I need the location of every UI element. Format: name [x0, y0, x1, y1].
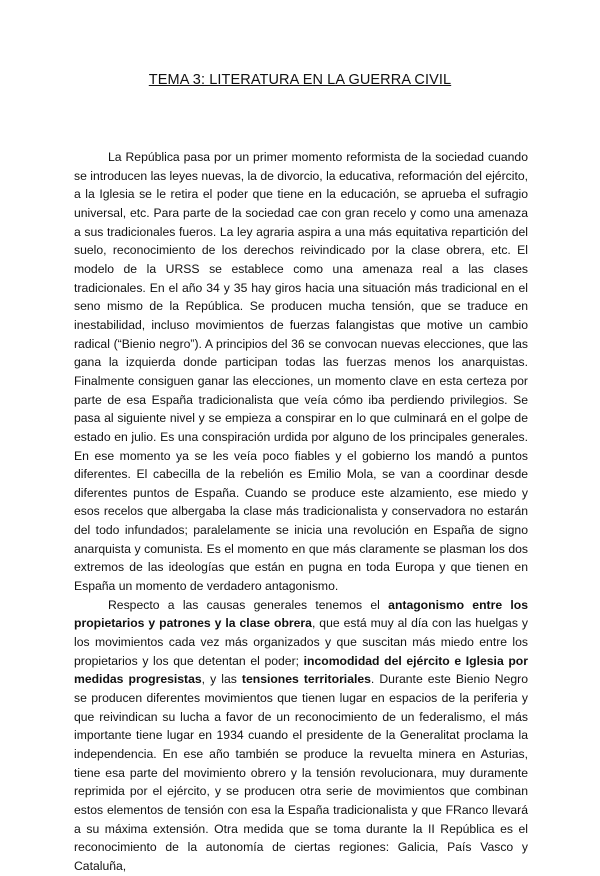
paragraph-2 — [74, 596, 528, 876]
paragraph-2-text-4: . Durante este Bienio Negro se producen diferentes movimientos que tienen lugar en espacios de la periferia y que reivindican su lucha a favor de un reconocimiento de un federalismo, el más importante tiene lugar en 1934 cuando el presidente de la Generalitat proclama la independencia. En ese año también se produce la revuelta minera en Asturias, tiene esa parte del movimiento obrero y la tensión revolucionara, muy duramente reprimida por el ejército, y se producen otra serie de movimientos que combinan estos elementos de tensión con esa la España tradicionalista y que FRanco llevará a su máxima extensión. Otra medida que se toma durante la II República es el reconocimiento de la autonomía de ciertas regiones: Galicia, País Vasco y Cataluña, — [74, 672, 529, 873]
paragraph-2-text-3: , y las — [201, 672, 242, 687]
bold-cause-army-church: incomodidad del ejército e Iglesia por medidas progresistas — [74, 653, 528, 687]
paragraph-2-text-1: Respecto a las causas generales tenemos el — [108, 597, 389, 612]
bold-cause-territorial: tensiones territoriales — [241, 672, 371, 687]
page-title: TEMA 3: LITERATURA EN LA GUERRA CIVIL — [148, 72, 452, 88]
paragraph-1: La República pasa por un primer momento reformista de la sociedad cuando se introducen las leyes nuevas, la de divorcio, la educativa, reformación del ejército, a la Iglesia se le retira el poder que tiene en la educación, se aprueba el sufragio universal, etc. Para parte de la sociedad cae con gran recelo y como una amenaza a sus tradicionales fueros. La ley agraria aspira a una más equitativa repartición del suelo, reconocimiento de los derechos reivindicado por la clase obrera, etc. El modelo de la URSS se establece como una amenaza real a las clases tradicionales. En el año 34 y 35 hay giros hacia una situación más tradicional en el seno mismo de la República. Se producen mucha tensión, que se traduce en inestabilidad, incluso movimientos de fuerzas falangistas que motive un cambio radical (“Bienio negro”). A principios del 36 se convocan nuevas elecciones, que las gana la izquierda donde participan todas las fuerzas menos los anarquistas. Finalmente consiguen ganar las elecciones, un momento clave en esta certeza por parte de esa España tradicionalista que veía cómo iba perdiendo privilegios. Se pasa al siguiente nivel y se empieza a conspirar en lo que culminará en el golpe de estado en julio. Es una conspiración urdida por alguno de los principales generales. En ese momento ya se les veía poco fiables y el gobierno los mandó a puntos diferentes. El cabecilla de la rebelión es Emilio Mola, se van a coordinar desde diferentes puntos de España. Cuando se produce este alzamiento, ese miedo y esos recelos que albergaba la clase más tradicionalista y conservadora no estarán del todo infundados; paralelamente se inicia una revolución en España de signo anarquista y comunista. Es el momento en que más claramente se plasman los dos extremos de las ideologías que están en pugna en toda Europa y que tienen en España un momento de verdadero antagonismo. — [74, 150, 528, 594]
bold-cause-antagonism: antagonismo entre los propietarios y patrones y la clase obrera — [74, 597, 528, 631]
document-body — [74, 148, 528, 876]
paragraph-2-text-2: , que está muy al día con las huelgas y los movimientos cada vez más organizados y que suscitan más miedo entre los propietarios y los que detentan el poder; — [74, 616, 528, 668]
